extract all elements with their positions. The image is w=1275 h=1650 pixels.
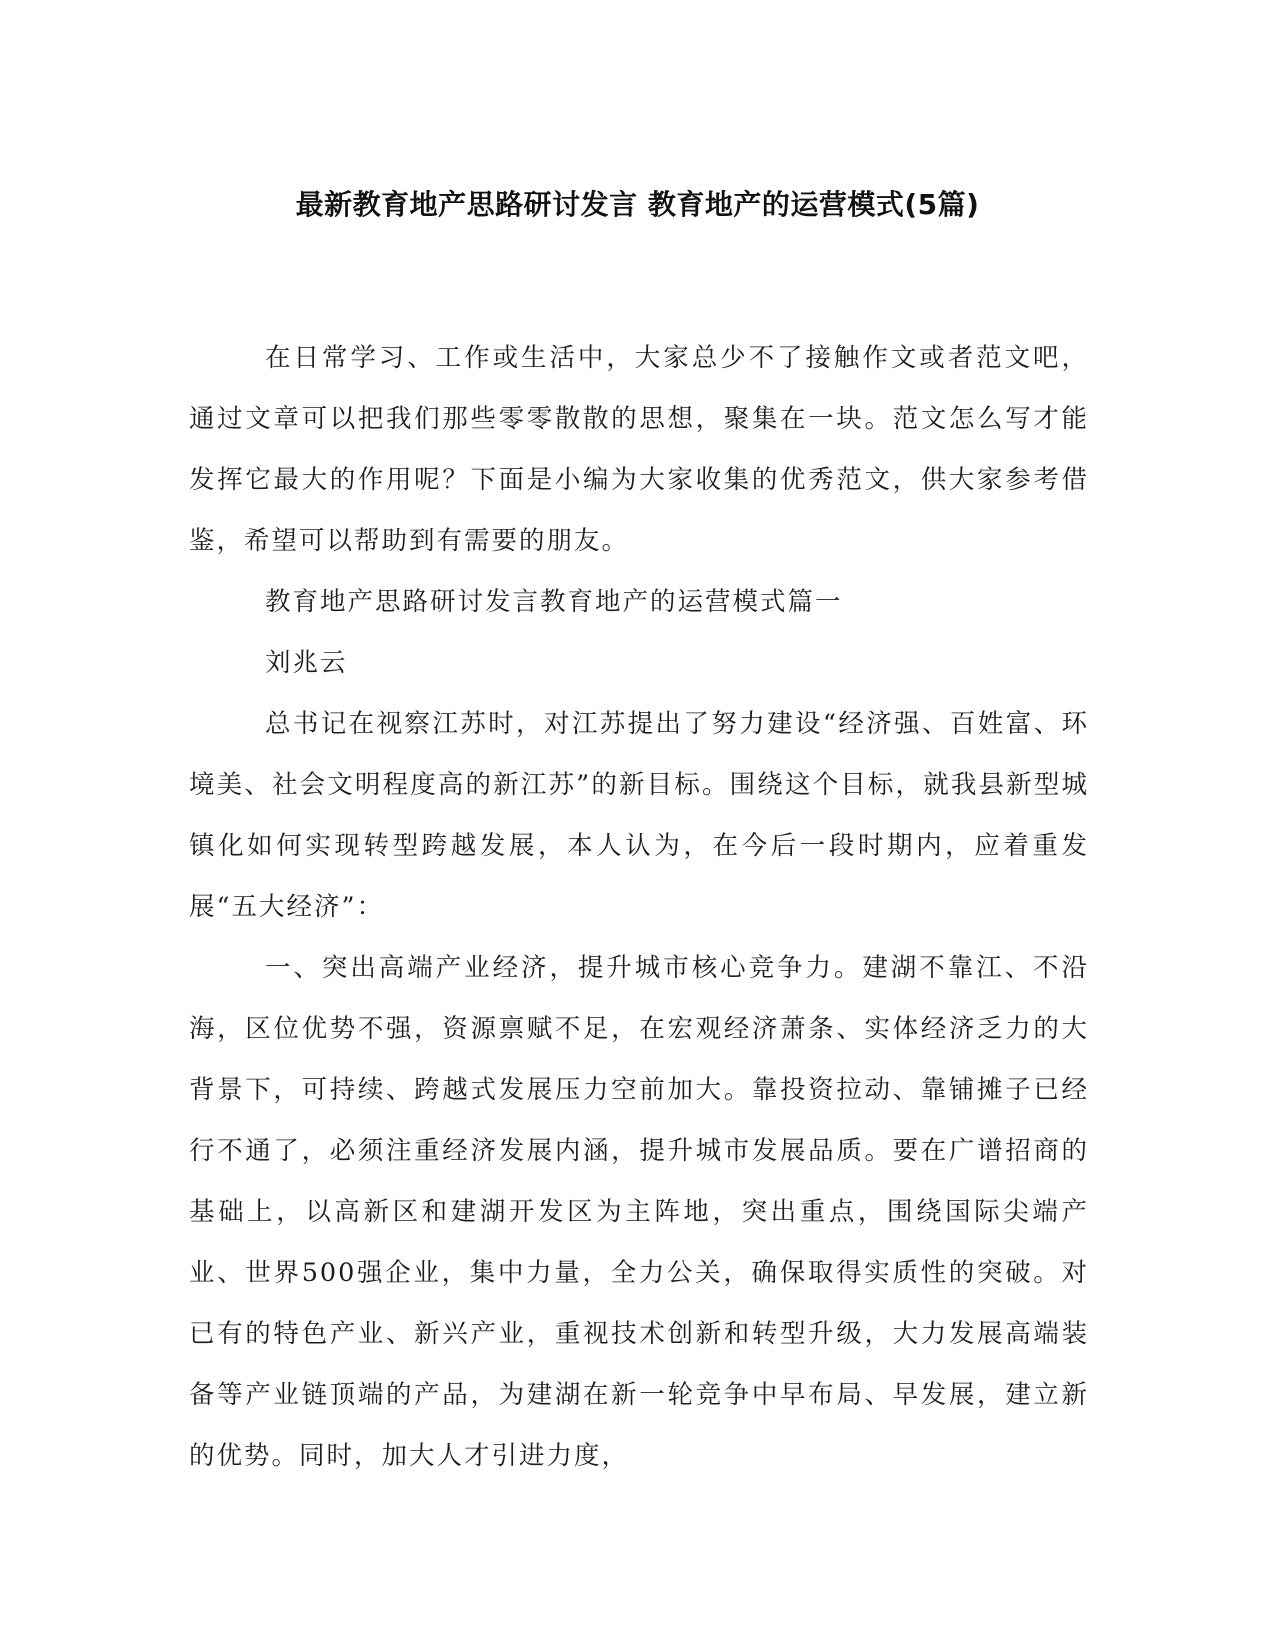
section-heading: 教育地产思路研讨发言教育地产的运营模式篇一 — [265, 587, 843, 617]
document-title: 最新教育地产思路研讨发言 教育地产的运营模式(5篇) — [295, 188, 980, 221]
body-paragraph: 总书记在视察江苏时，对江苏提出了努力建设“经济强、百姓富、环境美、社会文明程度高的新江苏”的新目标。围绕这个目标，就我县新型城镇化如何实现转型跨越发展，本人认为，在今后一段时期内，应着重发展“五大经济”： — [189, 709, 1089, 922]
document-body — [189, 328, 1089, 1487]
body-paragraph: 一、突出高端产业经济，提升城市核心竞争力。建湖不靠江、不沿海，区位优势不强，资源禀赋不足，在宏观经济萧条、实体经济乏力的大背景下，可持续、跨越式发展压力空前加大。靠投资拉动、靠铺摊子已经行不通了，必须注重经济发展内涵，提升城市发展品质。要在广谱招商的基础上，以高新区和建湖开发区为主阵地，突出重点，围绕国际尖端产业、世界500强企业，集中力量，全力公关，确保取得实质性的突破。对已有的特色产业、新兴产业，重视技术创新和转型升级，大力发展高端装备等产业链顶端的产品，为建湖在新一轮竞争中早布局、早发展，建立新的优势。同时，加大人才引进力度， — [189, 953, 1089, 1471]
author-name: 刘兆云 — [265, 648, 348, 678]
intro-paragraph: 在日常学习、工作或生活中，大家总少不了接触作文或者范文吧，通过文章可以把我们那些零零散散的思想，聚集在一块。范文怎么写才能发挥它最大的作用呢？下面是小编为大家收集的优秀范文，供大家参考借鉴，希望可以帮助到有需要的朋友。 — [189, 343, 1089, 556]
